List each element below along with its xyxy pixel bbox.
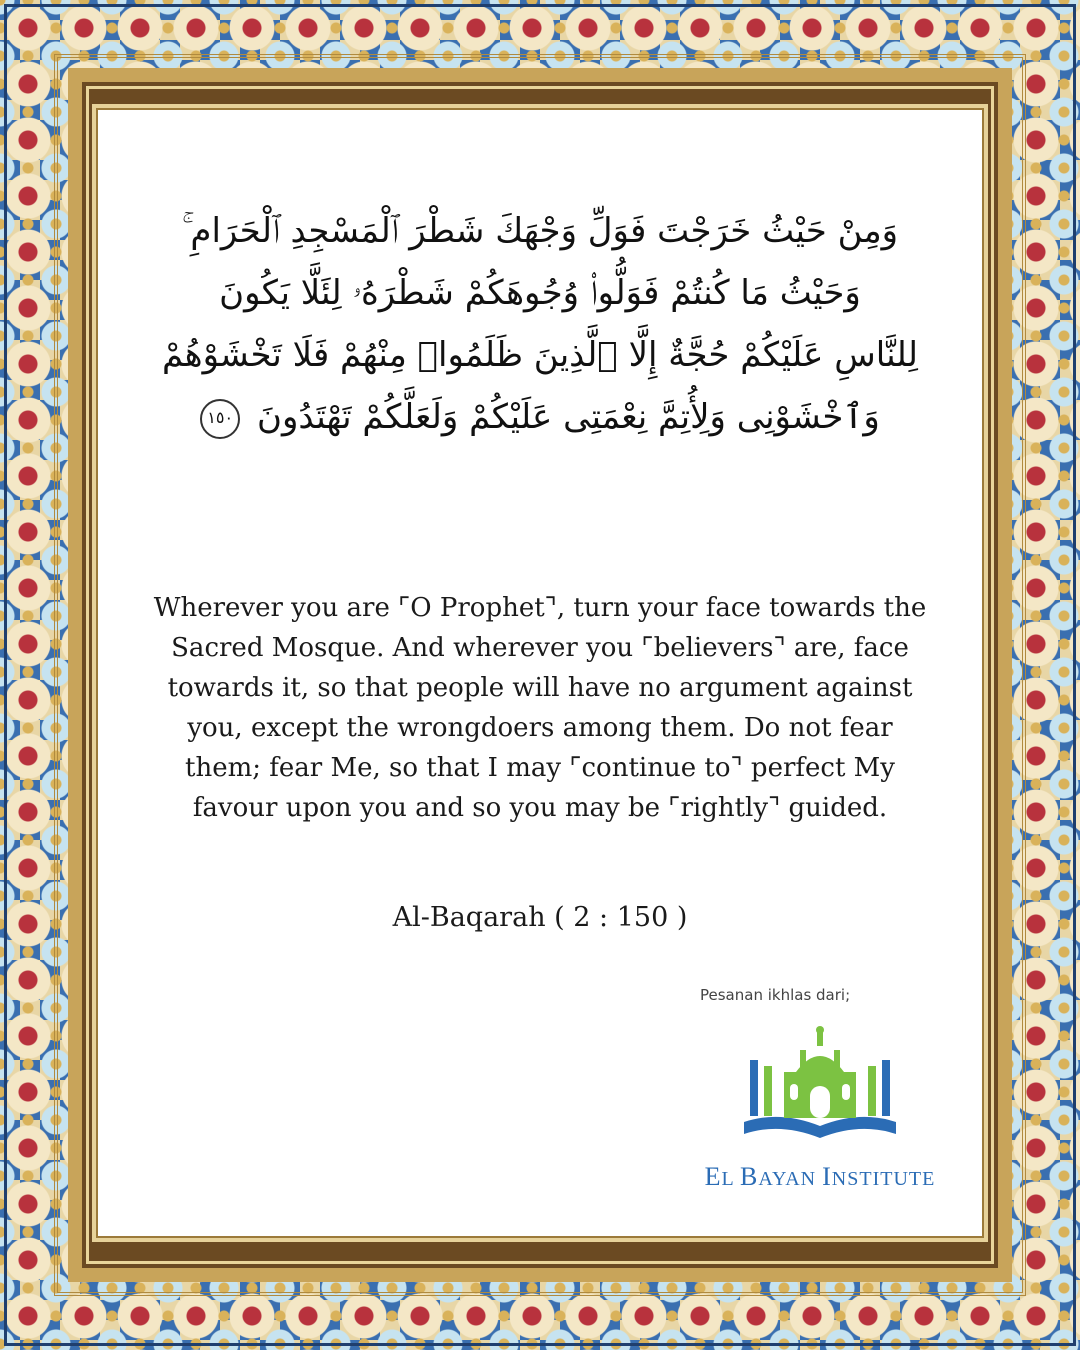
arabic-line: وَمِنْ حَيْثُ خَرَجْتَ فَوَلِّ وَجْهَكَ شَطْرَ ٱلْمَسْجِدِ ٱلْحَرَامِ ۚ [181, 211, 899, 251]
arabic-line: وَحَيْثُ مَا كُنتُمْ فَوَلُّوا۟ وُجُوهَكُمْ شَطْرَهُۥ لِئَلَّا يَكُونَ [219, 273, 861, 313]
sender-note: Pesanan ikhlas dari; [700, 986, 851, 1004]
arabic-line: لِلنَّاسِ عَلَيْكُمْ حُجَّةٌ إِلَّا ٱلَّذِينَ ظَلَمُوا۟ مِنْهُمْ فَلَا تَخْشَوْهُمْ [162, 335, 918, 375]
el-bayan-logo [700, 1022, 940, 1222]
arabic-verse [150, 200, 930, 448]
arabic-line: وَٱخْشَوْنِى وَلِأُتِمَّ نِعْمَتِى عَلَيْكُمْ وَلَعَلَّكُمْ تَهْتَدُونَ [257, 397, 880, 437]
verse-reference: Al-Baqarah ( 2 : 150 ) [392, 902, 688, 933]
mosque-book-icon [740, 1022, 900, 1152]
translation-line: Sacred Mosque. And wherever you ⌜believers⌝ are, face [171, 633, 909, 663]
ayah-number-marker: ١٥٠ [200, 399, 240, 439]
translation-line: Wherever you are ⌜O Prophet⌝, turn your face towards the [153, 593, 927, 623]
verse-translation [120, 588, 960, 828]
logo-wordmark: EL BAYAN INSTITUTE [704, 1162, 936, 1191]
translation-line: towards it, so that people will have no argument against [167, 673, 913, 703]
arabic-line-last [150, 386, 930, 448]
translation-line: you, except the wrongdoers among them. Do not fear [187, 713, 893, 743]
translation-line: them; fear Me, so that I may ⌜continue to⌝ perfect My [185, 753, 895, 783]
translation-line: favour upon you and so you may be ⌜rightly⌝ guided. [192, 793, 888, 823]
